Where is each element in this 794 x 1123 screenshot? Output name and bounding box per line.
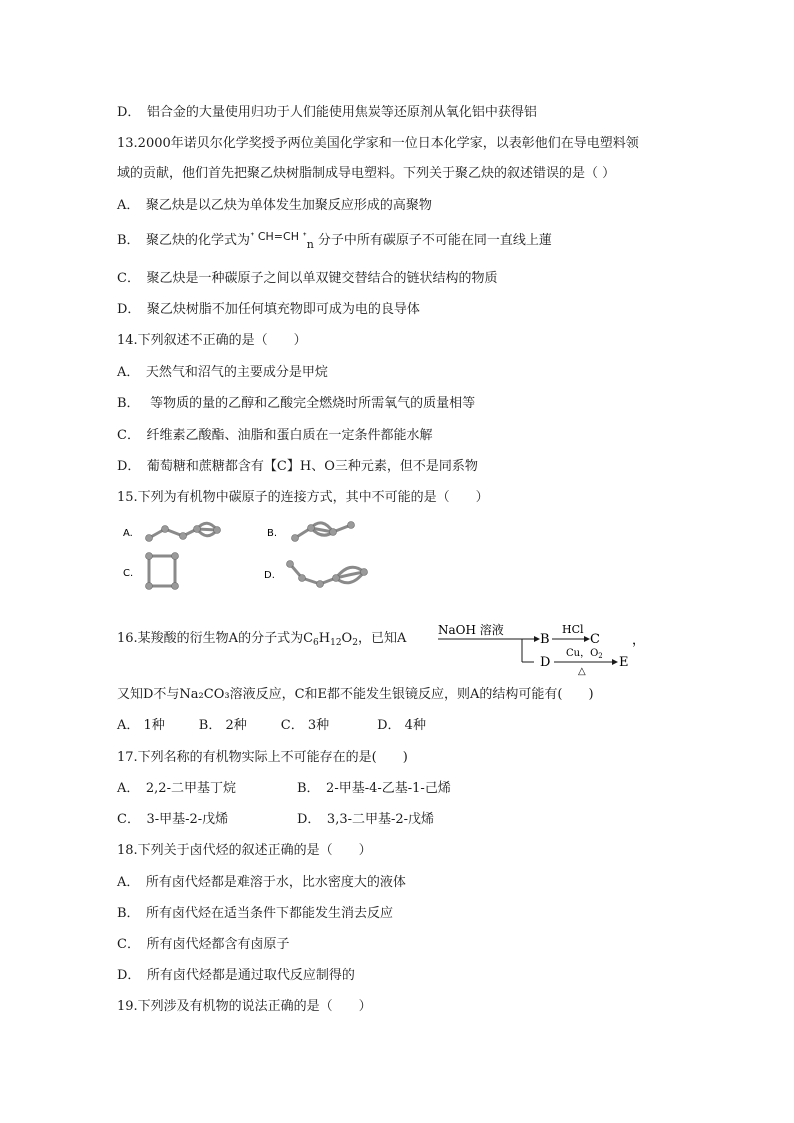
q13-option-b-suffix: 分子中所有碳原子不可能在同一直线上蓮 (317, 233, 552, 248)
q12-option-d: D． 铝合金的大量使用归功于人们能使用焦炭等还原剂从氧化铝中获得铝 (117, 105, 537, 120)
q16-stem (117, 630, 406, 652)
q15-figure-a (117, 518, 237, 548)
q15-figure-d (260, 556, 380, 596)
subscript-12: 12 (330, 638, 342, 648)
carbon-chain-d-diagram (260, 556, 380, 596)
q15-label-a: A. (123, 528, 133, 539)
q13-stem-line2: 域的贡献，他们首先把聚乙炔树脂制成导电塑料。下列关于聚乙炔的叙述错误的是（ ） (117, 166, 616, 181)
q16-option-a: A． 1种 (117, 718, 165, 733)
q13-option-b (117, 232, 552, 250)
product-d: D (540, 655, 551, 670)
product-c: C (590, 632, 600, 647)
q16-options (117, 717, 460, 735)
product-e: E (619, 655, 629, 670)
q17-option-c: C． 3-甲基-2-戊烯 (117, 812, 229, 827)
q14-option-d: D． 葡萄糖和蔗糖都含有【C】H、O三种元素，但不是同系物 (117, 459, 478, 474)
q15-figure-c (117, 548, 197, 594)
formula-n-subscript: n (306, 238, 314, 251)
carbon-chain-b-diagram (265, 518, 375, 548)
q19-stem: 19.下列涉及有机物的说法正确的是（ ） (117, 999, 372, 1014)
q15-label-d: D. (264, 570, 275, 581)
q13-stem-line1: 13.2000年诺贝尔化学奖授予两位美国化学家和一位日本化学家，以表彰他们在导电塑料领 (117, 136, 639, 151)
q18-option-d: D． 所有卤代烃都是通过取代反应制得的 (117, 968, 355, 983)
q13-option-b-prefix: B． 聚乙炔的化学式为 (117, 233, 251, 248)
formula-o: O (341, 631, 353, 646)
q15-label-b: B. (267, 528, 278, 539)
q18-stem: 18.下列关于卤代烃的叙述正确的是（ ） (117, 843, 372, 858)
scheme-comma: ， (632, 633, 646, 648)
q14-option-b: B． 等物质的量的乙醇和乙酸完全燃烧时所需氧气的质量相等 (117, 396, 476, 411)
q15-stem: 15.下列为有机物中碳原子的连接方式，其中不可能的是（ ） (117, 490, 489, 505)
heat-symbol: △ (578, 666, 586, 677)
q16-option-c: C． 3种 (280, 718, 330, 733)
carbon-ring-c-diagram (117, 548, 197, 594)
formula-h: H (318, 631, 331, 646)
carbon-chain-a-diagram (117, 518, 237, 548)
q14-option-c: C． 纤维素乙酸酯、油脂和蛋白质在一定条件都能水解 (117, 428, 433, 443)
subscript-2: 2 (352, 638, 358, 648)
q16-condition-line: 又知D不与Na₂CO₃溶液反应，C和E都不能发生银镜反应，则A的结构可能有( ) (117, 687, 594, 702)
product-b: B (540, 632, 550, 647)
q14-option-a: A． 天然气和沼气的主要成分是甲烷 (117, 365, 328, 380)
q14-stem: 14.下列叙述不正确的是（ ） (117, 333, 307, 348)
subscript-6: 6 (313, 638, 319, 648)
q17-option-b: B． 2-甲基-4-乙基-1-己烯 (297, 781, 451, 796)
hcl-label: HCl (562, 623, 584, 636)
q16-stem-mid: ，已知A (357, 631, 407, 646)
reaction-scheme (434, 622, 646, 677)
q16-option-b: B． 2种 (198, 718, 247, 733)
q13-option-a: A． 聚乙炔是以乙炔为单体发生加聚反应形成的高聚物 (117, 198, 432, 213)
q18-option-b: B． 所有卤代烃在适当条件下都能发生消去反应 (117, 906, 394, 921)
q18-option-a: A． 所有卤代烃都是难溶于水，比水密度大的液体 (117, 875, 406, 890)
q17-option-d: D． 3,3-二甲基-2-戊烯 (297, 812, 435, 827)
q16-option-d: D． 4种 (377, 718, 426, 733)
formula-text: CH=CH (257, 230, 299, 243)
q15-label-c: C. (123, 568, 134, 579)
q18-option-c: C． 所有卤代烃都含有卤原子 (117, 937, 290, 952)
naoh-label: NaOH 溶液 (438, 623, 504, 637)
polyacetylene-formula: ᐩ CH=CH ᐩ (250, 230, 307, 243)
cu-o2-label: Cu，$O_2$ (566, 648, 603, 660)
q17-stem: 17.下列名称的有机物实际上不可能存在的是( ) (117, 750, 408, 765)
q13-option-c: C． 聚乙炔是一种碳原子之间以单双键交替结合的链状结构的物质 (117, 271, 498, 286)
q15-figure-b (265, 518, 375, 548)
q13-option-d: D． 聚乙炔树脂不加任何填充物即可成为电的良导体 (117, 302, 420, 317)
q17-option-a: A． 2,2-二甲基丁烷 (117, 781, 236, 796)
reaction-scheme-diagram (434, 622, 646, 677)
q16-stem-prefix: 16.某羧酸的衍生物A的分子式为C (117, 631, 314, 646)
